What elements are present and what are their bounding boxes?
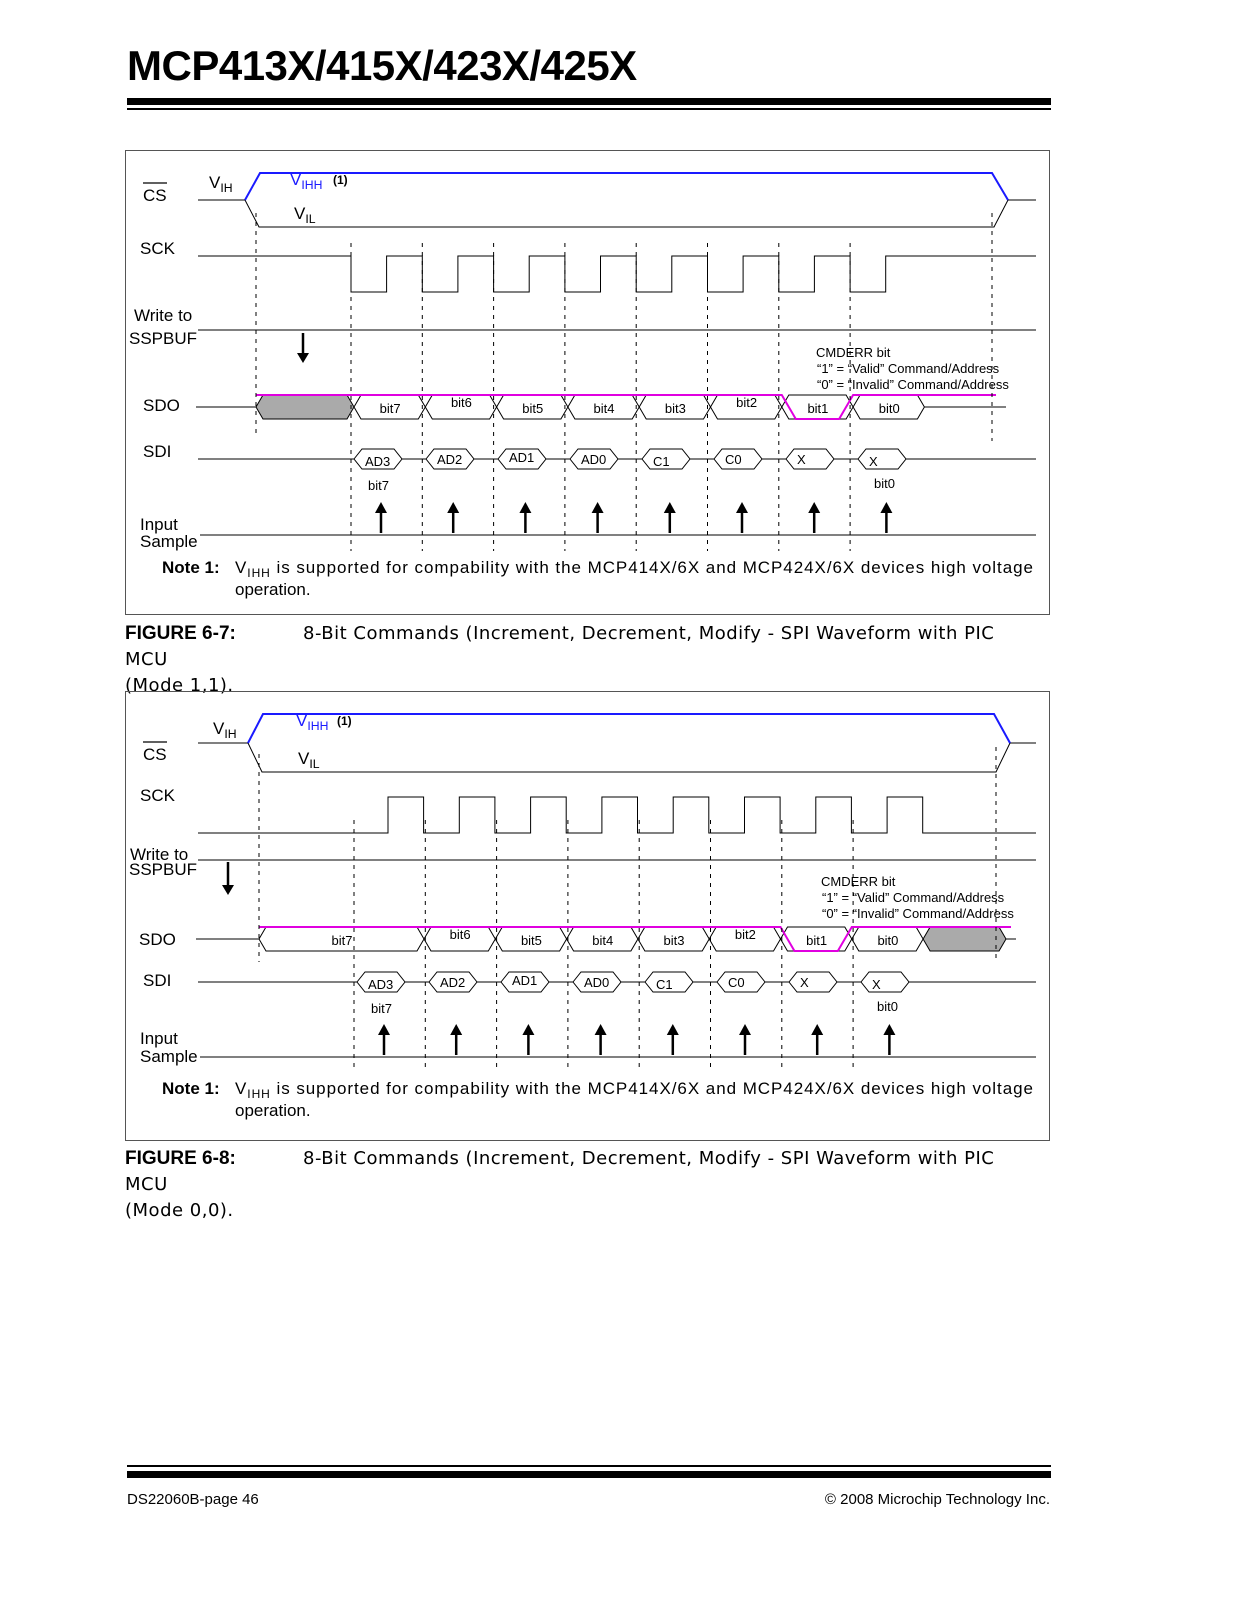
sample-arrow-icon [519, 502, 531, 513]
page-title: MCP413X/415X/423X/425X [127, 42, 637, 89]
sspbuf-write-arrow-icon [222, 885, 234, 895]
figure-6-7-caption [125, 621, 1025, 699]
sck-label: SCK [140, 239, 175, 258]
sdo-bit-label: bit6 [449, 927, 471, 942]
vil-label [294, 204, 316, 226]
sdo-bit-label: bit3 [663, 933, 685, 948]
note-label: Note 1: [162, 1079, 220, 1098]
sdi-first-sub: bit7 [371, 1001, 392, 1016]
sdi-bit-cell [786, 449, 834, 469]
sample-arrow-icon [447, 502, 459, 513]
sdi-last-sub: bit0 [877, 999, 898, 1014]
cmderr-invalid-text: “0” = “Invalid” Command/Address [822, 906, 1014, 921]
footer-rule-thin [127, 1465, 1051, 1467]
sample-label: Sample [140, 532, 198, 551]
sdo-bit-label: bit3 [664, 401, 686, 416]
sdo-bit-label: bit5 [520, 933, 542, 948]
sample-arrow-icon [522, 1024, 534, 1035]
sck-waveform [198, 256, 1036, 292]
sdo-undefined-cell [256, 395, 354, 419]
cmderr-title: CMDERR bit [816, 345, 891, 360]
sdo-bit-label: bit2 [734, 927, 756, 942]
sdi-bit-cell [789, 972, 837, 992]
vih-label-sub: IH [220, 181, 233, 195]
sample-arrow-icon [378, 1024, 390, 1035]
sample-arrow-icon [739, 1024, 751, 1035]
sdi-bit-label: C0 [725, 452, 742, 467]
sdo-bit-label: bit4 [592, 933, 614, 948]
figure-label: FIGURE 6-7: [125, 623, 236, 644]
cs-label: CS [143, 745, 167, 764]
sample-arrow-icon [736, 502, 748, 513]
figure-caption-text: 8-Bit Commands (Increment, Decrement, Modify - SPI Waveform with PIC MCU [125, 623, 995, 670]
sspbuf-label: SSPBUF [129, 860, 198, 879]
note-v: V [235, 558, 247, 577]
sdi-bit-label: AD3 [368, 977, 394, 992]
sdo-bit-label: bit1 [807, 401, 829, 416]
vihh-label-sub: IHH [307, 719, 329, 733]
cs-vil-path [248, 743, 1010, 772]
vil-label-main: V [298, 749, 310, 768]
sdi-bit-label: X [872, 977, 881, 992]
sdi-bit-label: AD1 [512, 973, 538, 988]
waveform-diagram-mode11 [126, 151, 1051, 616]
sdi-label: SDI [143, 442, 172, 461]
header-rule-thin [127, 108, 1051, 110]
note-text-line2: operation. [235, 580, 311, 599]
sdi-bit-cell [861, 972, 909, 992]
vih-label [213, 719, 237, 741]
vihh-label-main: V [290, 170, 302, 189]
vihh-note: (1) [333, 173, 348, 187]
note-sub: IHH [247, 566, 270, 580]
cs-label: CS [143, 186, 167, 205]
sdo-bit-label: bit6 [450, 395, 472, 410]
sdi-bit-label: AD0 [584, 975, 610, 990]
vihh-note: (1) [337, 714, 352, 728]
sdi-bit-cell [858, 449, 906, 469]
sdi-bit-label: X [800, 975, 809, 990]
vih-label-main: V [213, 719, 225, 738]
sdi-bit-label: X [869, 454, 878, 469]
note-body: is supported for compability with the MCP414X/6X and MCP424X/6X devices high voltage [270, 1079, 1033, 1098]
note-sub: IHH [247, 1087, 270, 1101]
figure-label: FIGURE 6-8: [125, 1148, 236, 1169]
sdo-undefined-cell [923, 927, 1006, 951]
sdi-bit-label: C1 [653, 454, 670, 469]
sdi-bit-label: AD3 [365, 454, 391, 469]
note-text [235, 1079, 1033, 1101]
sample-arrow-icon [595, 1024, 607, 1035]
vil-label-sub: IL [305, 212, 316, 226]
vil-label [298, 749, 320, 771]
note-v: V [235, 1079, 247, 1098]
note-body: is supported for compability with the MCP414X/6X and MCP424X/6X devices high voltage [270, 558, 1033, 577]
sample-arrow-icon [450, 1024, 462, 1035]
sample-arrow-icon [811, 1024, 823, 1035]
sample-arrow-icon [880, 502, 892, 513]
header-rule [127, 98, 1051, 105]
input-label: Input [140, 1029, 178, 1048]
sdo-bit-label: bit1 [806, 933, 828, 948]
sdi-bit-label: X [797, 452, 806, 467]
figure-caption-text: 8-Bit Commands (Increment, Decrement, Modify - SPI Waveform with PIC MCU [125, 1148, 995, 1195]
sdo-bit-label: bit0 [877, 933, 899, 948]
vil-label-sub: IL [309, 757, 320, 771]
sdi-bit-label: AD0 [581, 452, 607, 467]
sck-label: SCK [140, 786, 175, 805]
sample-arrow-icon [883, 1024, 895, 1035]
sdi-bit-label: AD1 [509, 450, 535, 465]
sck-waveform [198, 797, 1036, 833]
vihh-label-sub: IHH [301, 178, 323, 192]
write-to-label: Write to [130, 845, 189, 864]
figure-caption-text2: (Mode 1,1). [125, 675, 234, 696]
note-label: Note 1: [162, 558, 220, 577]
vih-label [209, 173, 233, 195]
figure-6-8-caption [125, 1146, 1025, 1224]
sdo-bit-label: bit0 [878, 401, 900, 416]
cmderr-invalid-text: “0” = “Invalid” Command/Address [817, 377, 1009, 392]
sdo-label: SDO [143, 396, 180, 415]
figure-6-7-box [125, 150, 1050, 615]
cs-vihh-path [248, 714, 1010, 743]
vil-label-main: V [294, 204, 306, 223]
sample-arrow-icon [592, 502, 604, 513]
sdo-label: SDO [139, 930, 176, 949]
note-text-line2: operation. [235, 1101, 311, 1120]
figure-6-8-box [125, 691, 1050, 1141]
sdi-last-sub: bit0 [874, 476, 895, 491]
sspbuf-label: SSPBUF [129, 329, 198, 348]
sdo-bit-label: bit4 [593, 401, 615, 416]
sdi-bit-label: AD2 [437, 452, 463, 467]
cmderr-valid-text: “1” = “Valid” Command/Address [822, 890, 1005, 905]
sdi-bit-label: AD2 [440, 975, 466, 990]
footer-copyright: © 2008 Microchip Technology Inc. [824, 1491, 1050, 1508]
write-to-label: Write to [134, 306, 193, 325]
sdo-bit-label: bit5 [522, 401, 544, 416]
sdi-bit-label: C1 [656, 977, 673, 992]
vihh-label-main: V [296, 711, 308, 730]
sample-arrow-icon [808, 502, 820, 513]
cs-vihh-path [245, 173, 1008, 200]
sdi-bit-label: C0 [728, 975, 745, 990]
sample-label: Sample [140, 1047, 198, 1066]
sample-arrow-icon [375, 502, 387, 513]
waveform-diagram-mode00 [126, 692, 1051, 1142]
footer-rule [127, 1471, 1051, 1478]
cmderr-title: CMDERR bit [821, 874, 896, 889]
sspbuf-write-arrow-icon [297, 353, 309, 363]
sdi-label: SDI [143, 971, 172, 990]
sdo-bit-label: bit7 [379, 401, 401, 416]
sdi-first-sub: bit7 [368, 478, 389, 493]
vih-label-sub: IH [224, 727, 237, 741]
cmderr-valid-text: “1” = “Valid” Command/Address [817, 361, 1000, 376]
sample-arrow-icon [667, 1024, 679, 1035]
vih-label-main: V [209, 173, 221, 192]
sample-arrow-icon [664, 502, 676, 513]
cs-vil-path [245, 200, 1008, 227]
sdo-bit-label: bit2 [736, 395, 758, 410]
sdo-bit-label: bit7 [331, 933, 353, 948]
note-text [235, 558, 1033, 580]
footer-doc-number: DS22060B-page 46 [127, 1491, 259, 1508]
input-label: Input [140, 515, 178, 534]
figure-caption-text2: (Mode 0,0). [125, 1200, 234, 1221]
